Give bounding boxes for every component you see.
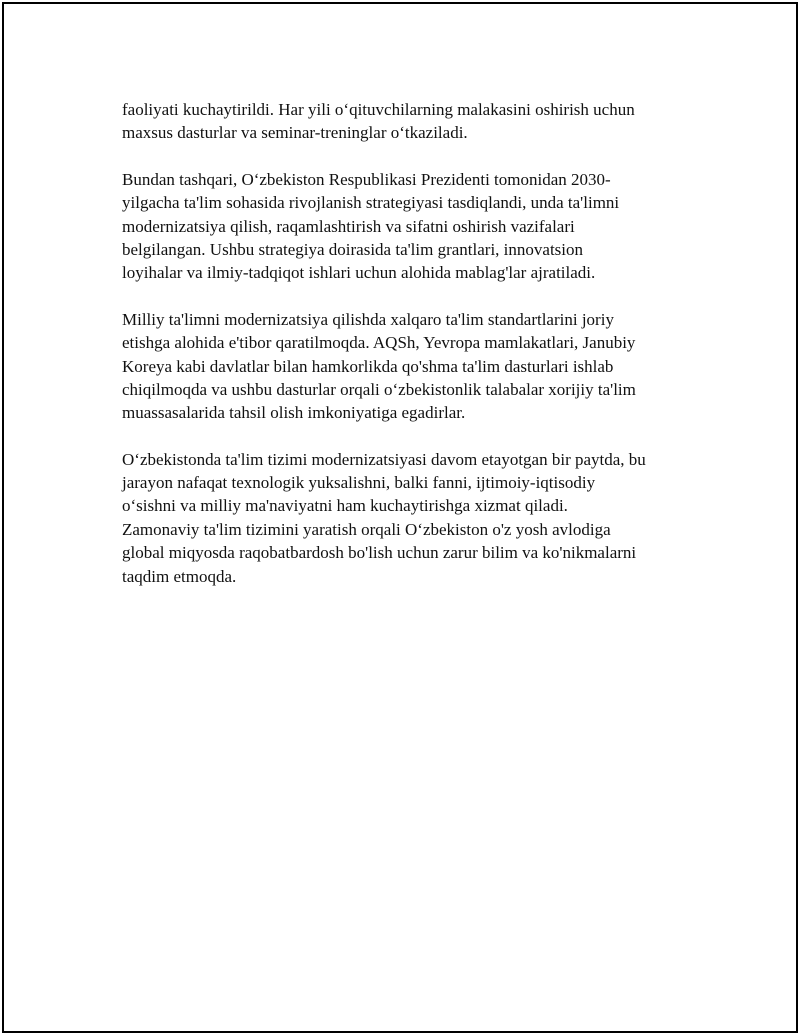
text-line: modernizatsiya qilish, raqamlashtirish va sifatni oshirish vazifalari [122, 216, 575, 236]
paragraph-2 [122, 168, 712, 285]
text-line: belgilangan. Ushbu strategiya doirasida ta'lim grantlari, innovatsion [122, 239, 584, 259]
text-line: loyihalar va ilmiy-tadqiqot ishlari uchun alohida mablag'lar ajratiladi. [122, 263, 596, 283]
document-body [122, 98, 712, 611]
text-line: maxsus dasturlar va seminar-treninglar o‘tkaziladi. [122, 123, 468, 143]
text-line: yilgacha ta'lim sohasida rivojlanish strategiyasi tasdiqlandi, unda ta'limni [122, 193, 620, 213]
paragraph-3 [122, 308, 712, 425]
paragraph-4 [122, 448, 712, 588]
text-line: Koreya kabi davlatlar bilan hamkorlikda qo'shma ta'lim dasturlari ishlab [122, 356, 614, 376]
paragraph-1 [122, 98, 712, 145]
page [2, 2, 798, 1033]
text-line: taqdim etmoqda. [122, 566, 237, 586]
text-line: faoliyati kuchaytirildi. Har yili o‘qituvchilarning malakasini oshirish uchun [122, 100, 635, 119]
text-line: muassasalarida tahsil olish imkoniyatiga egadirlar. [122, 403, 466, 423]
text-line: O‘zbekistonda ta'lim tizimi modernizatsiyasi davom etayotgan bir paytda, bu [122, 449, 646, 469]
text-line: etishga alohida e'tibor qaratilmoqda. AQSh, Yevropa mamlakatlari, Janubiy [122, 333, 636, 353]
text-line: Bundan tashqari, O‘zbekiston Respublikasi Prezidenti tomonidan 2030- [122, 169, 611, 189]
text-line: o‘sishni va milliy ma'naviyatni ham kuchaytirishga xizmat qiladi. [122, 496, 568, 516]
text-line: Milliy ta'limni modernizatsiya qilishda xalqaro ta'lim standartlarini joriy [122, 309, 614, 329]
text-line: global miqyosda raqobatbardosh bo'lish uchun zarur bilim va ko'nikmalarni [122, 543, 637, 563]
text-line: jarayon nafaqat texnologik yuksalishni, balki fanni, ijtimoiy-iqtisodiy [122, 473, 596, 493]
text-line: chiqilmoqda va ushbu dasturlar orqali o‘zbekistonlik talabalar xorijiy ta'lim [122, 379, 636, 399]
text-line: Zamonaviy ta'lim tizimini yaratish orqali O‘zbekiston o'z yosh avlodiga [122, 519, 611, 539]
